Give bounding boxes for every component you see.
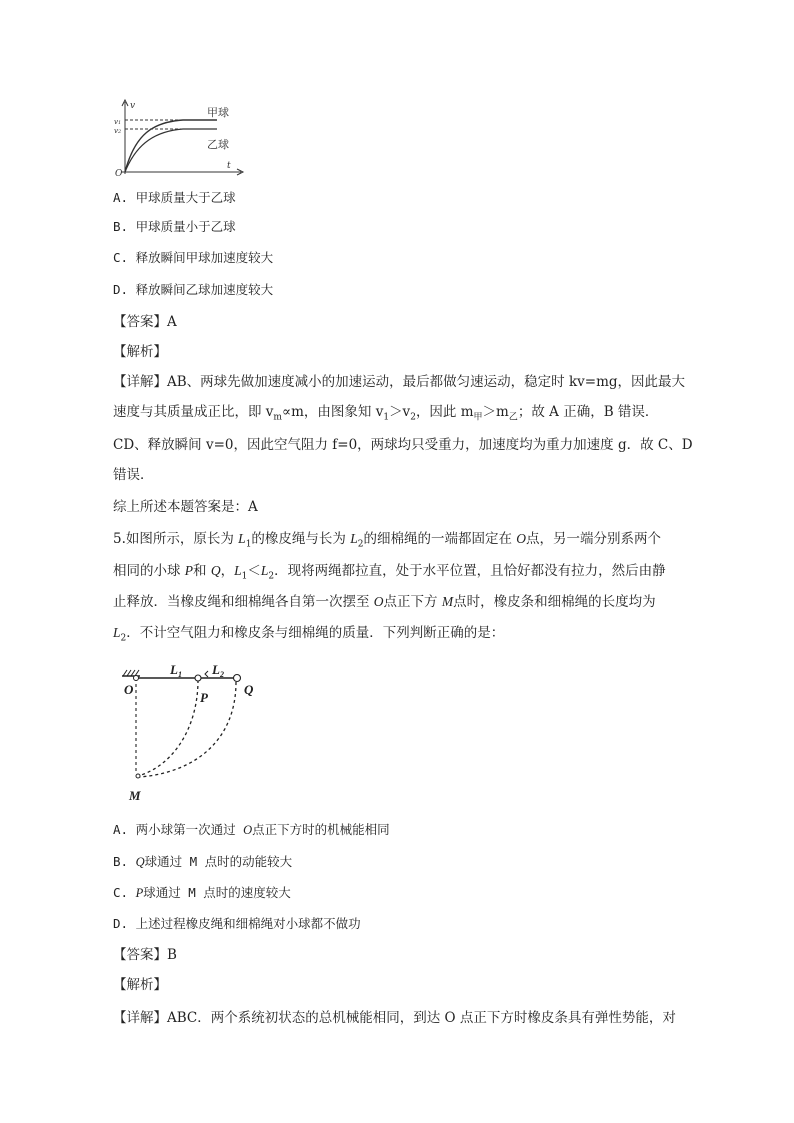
q5-option-a: A. 两小球第一次通过 O点正下方时的机械能相同: [113, 822, 390, 837]
q4-detail-line-3: CD、释放瞬间 v=0，因此空气阻力 f=0，两球均只受重力，加速度均为重力加速度 g．故 C、D: [113, 437, 693, 453]
pendulum-diagram: [118, 658, 268, 806]
q4-option-d: D. 释放瞬间乙球加速度较大: [113, 282, 274, 297]
ball-q: [234, 675, 241, 682]
q5-stem-line-3: 止释放．当橡皮绳和细棉绳各自第一次摆至 O点正下方 M点时，橡皮条和细棉绳的长度均为: [113, 594, 656, 610]
ball-p: [195, 675, 201, 681]
label-q: Q: [244, 682, 254, 697]
q5-stem-line-4: $L_2$．不计空气阻力和橡皮条与细棉绳的质量．下列判断正确的是：: [113, 625, 505, 644]
q4-option-b: B. 甲球质量小于乙球: [113, 219, 236, 234]
q4-option-c: C. 释放瞬间甲球加速度较大: [113, 250, 274, 265]
q4-detail-line-1: 【详解】AB、两球先做加速度减小的加速运动，最后都做匀速运动，稳定时 kv=mg，因此最大: [113, 374, 686, 390]
q5-option-b: B. Q球通过 M 点时的动能较大: [113, 854, 293, 869]
q4-summary: 综上所述本题答案是：A: [113, 499, 258, 515]
q5-detail-line-1: 【详解】ABC．两个系统初状态的总机械能相同，到达 O 点正下方时橡皮条具有弹性势能，对: [113, 1010, 676, 1026]
axis-v-label: v: [130, 101, 136, 111]
v1-label: v1: [114, 118, 122, 126]
point-m: [136, 774, 140, 778]
label-p: P: [200, 690, 208, 705]
label-l1: $L_1$: [170, 662, 182, 679]
curve-yi: [125, 129, 217, 172]
label-jia: 甲球: [207, 106, 229, 119]
q5-option-c: C. P球通过 M 点时的速度较大: [113, 885, 291, 900]
q5-analysis-heading: 【解析】: [113, 977, 167, 993]
origin-label: O: [115, 169, 123, 178]
axis-t-label: t: [227, 161, 231, 171]
v2-label: v2: [114, 127, 122, 135]
q4-option-a: A. 甲球质量大于乙球: [113, 190, 236, 205]
label-yi: 乙球: [207, 138, 229, 151]
path-p: [138, 680, 198, 776]
label-m: M: [129, 788, 141, 803]
q4-detail-line-2: 速度与其质量成正比，即 $v_m\propto m$，由图象知 $v_1>v_2$，因此 $m_甲>m_乙$；故 A 正确，B 错误．: [113, 404, 659, 423]
q5-stem-line-1: 5.如图所示，原长为 $L_1$的橡皮绳与长为 $L_2$的细棉绳的一端都固定在 O点，另一端分别系两个: [113, 531, 662, 550]
q4-answer: 【答案】A: [113, 314, 177, 330]
q4-analysis-heading: 【解析】: [113, 344, 167, 360]
q5-option-d: D. 上述过程橡皮绳和细棉绳对小球都不做功: [113, 916, 361, 931]
pivot-o: [134, 676, 139, 681]
q5-stem-line-2: 相同的小球 P和 Q，$L_1<L_2$．现将两绳都拉直，处于水平位置，且恰好都没有拉力，然后由静: [113, 563, 666, 582]
label-o: O: [124, 682, 134, 697]
label-l2: $L_2$: [212, 662, 224, 679]
q5-answer: 【答案】B: [113, 947, 177, 963]
velocity-time-graph: [113, 96, 253, 178]
q4-detail-line-4: 错误．: [113, 467, 154, 483]
curve-jia: [125, 120, 217, 172]
l2-arrow: [205, 671, 208, 677]
